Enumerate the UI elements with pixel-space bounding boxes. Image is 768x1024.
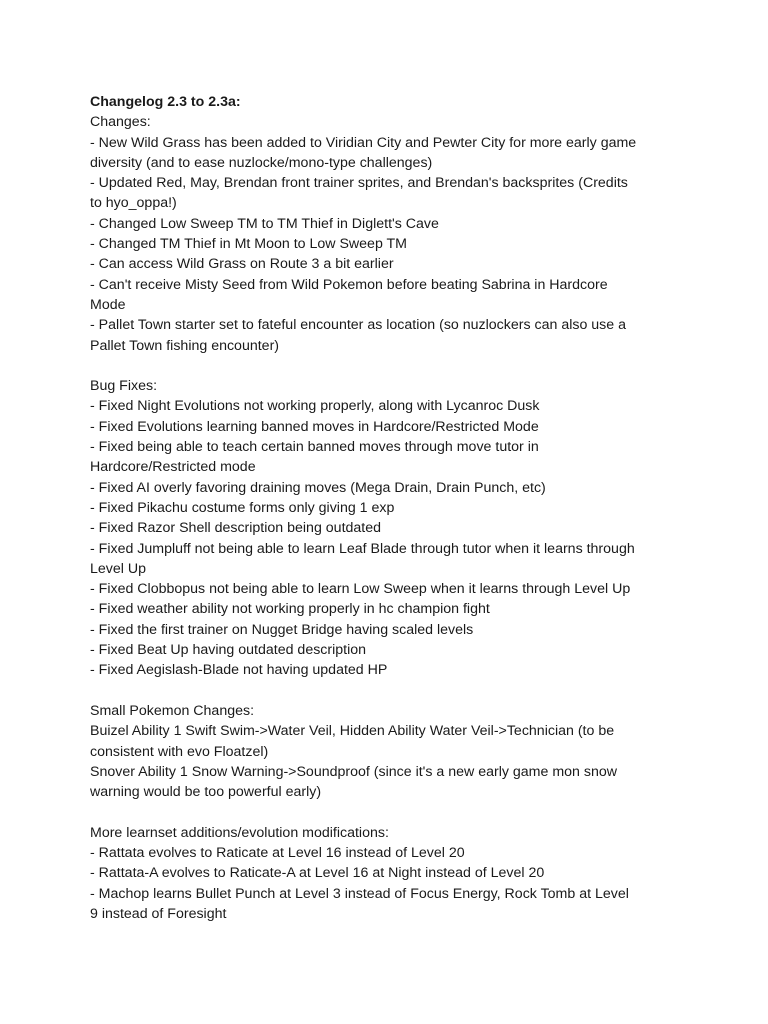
bug-fix-line: - Fixed Beat Up having outdated description xyxy=(90,642,367,659)
changes-line: to hyo_oppa!) xyxy=(90,195,177,212)
learnset-changes-section xyxy=(90,823,690,924)
changes-line: - Changed Low Sweep TM to TM Thief in Diglett's Cave xyxy=(90,215,439,232)
bug-fix-line: - Fixed AI overly favoring draining moves (Mega Drain, Drain Punch, etc) xyxy=(90,479,546,496)
changes-line: - Can access Wild Grass on Route 3 a bit earlier xyxy=(90,256,394,273)
bug-fix-line: - Fixed Jumpluff not being able to learn Leaf Blade through tutor when it learns through xyxy=(90,540,635,557)
changes-line: - Can't receive Misty Seed from Wild Pokemon before beating Sabrina in Hardcore xyxy=(90,276,608,293)
changes-line: Mode xyxy=(90,296,126,313)
small-pokemon-changes-section xyxy=(90,701,690,802)
bug-fix-line: - Fixed being able to teach certain banned moves through move tutor in xyxy=(90,439,539,456)
bug-fix-line: - Fixed weather ability not working properly in hc champion fight xyxy=(90,601,490,618)
bug-fix-line: Level Up xyxy=(90,560,146,577)
pokemon-change-line: Snover Ability 1 Snow Warning->Soundproof (since it's a new early game mon snow xyxy=(90,763,617,780)
document-title: Changelog 2.3 to 2.3a: xyxy=(90,94,241,110)
bug-fix-line: - Fixed Evolutions learning banned moves in Hardcore/Restricted Mode xyxy=(90,418,539,435)
document-page xyxy=(90,92,690,924)
bug-fixes-heading: Bug Fixes: xyxy=(90,378,158,395)
bug-fix-line: - Fixed Pikachu costume forms only giving 1 exp xyxy=(90,499,395,516)
pokemon-change-line: consistent with evo Floatzel) xyxy=(90,743,269,760)
small-pokemon-changes-heading: Small Pokemon Changes: xyxy=(90,702,255,719)
changes-section xyxy=(90,112,690,356)
pokemon-change-line: warning would be too powerful early) xyxy=(90,784,322,801)
changes-line: - Changed TM Thief in Mt Moon to Low Sweep TM xyxy=(90,236,408,253)
changes-line: - New Wild Grass has been added to Viridian City and Pewter City for more early game xyxy=(90,134,637,151)
section-spacer xyxy=(90,681,690,701)
changes-line: - Pallet Town starter set to fateful encounter as location (so nuzlockers can also use a xyxy=(90,317,626,334)
pokemon-change-line: Buizel Ability 1 Swift Swim->Water Veil, Hidden Ability Water Veil->Technician (to be xyxy=(90,723,615,740)
learnset-change-line: - Machop learns Bullet Punch at Level 3 instead of Focus Energy, Rock Tomb at Level xyxy=(90,885,629,902)
bug-fix-line: - Fixed Night Evolutions not working properly, along with Lycanroc Dusk xyxy=(90,398,540,415)
changes-line: Pallet Town fishing encounter) xyxy=(90,337,280,354)
changes-line: diversity (and to ease nuzlocke/mono-type challenges) xyxy=(90,154,433,171)
learnset-change-line: 9 instead of Foresight xyxy=(90,905,227,922)
bug-fixes-section xyxy=(90,376,690,680)
bug-fix-line: - Fixed Razor Shell description being outdated xyxy=(90,520,382,537)
learnset-change-line: - Rattata evolves to Raticate at Level 16 instead of Level 20 xyxy=(90,844,465,861)
bug-fix-line: - Fixed Clobbopus not being able to learn Low Sweep when it learns through Level Up xyxy=(90,581,631,598)
changes-heading: Changes: xyxy=(90,114,151,131)
bug-fix-line: - Fixed the first trainer on Nugget Bridge having scaled levels xyxy=(90,621,474,638)
learnset-change-line: - Rattata-A evolves to Raticate-A at Level 16 at Night instead of Level 20 xyxy=(90,865,545,882)
learnset-changes-heading: More learnset additions/evolution modifications: xyxy=(90,824,389,841)
changes-line: - Updated Red, May, Brendan front trainer sprites, and Brendan's backsprites (Credits xyxy=(90,175,628,192)
bug-fix-line: - Fixed Aegislash-Blade not having updated HP xyxy=(90,662,388,679)
section-spacer xyxy=(90,356,690,376)
section-spacer xyxy=(90,802,690,822)
bug-fix-line: Hardcore/Restricted mode xyxy=(90,459,256,476)
